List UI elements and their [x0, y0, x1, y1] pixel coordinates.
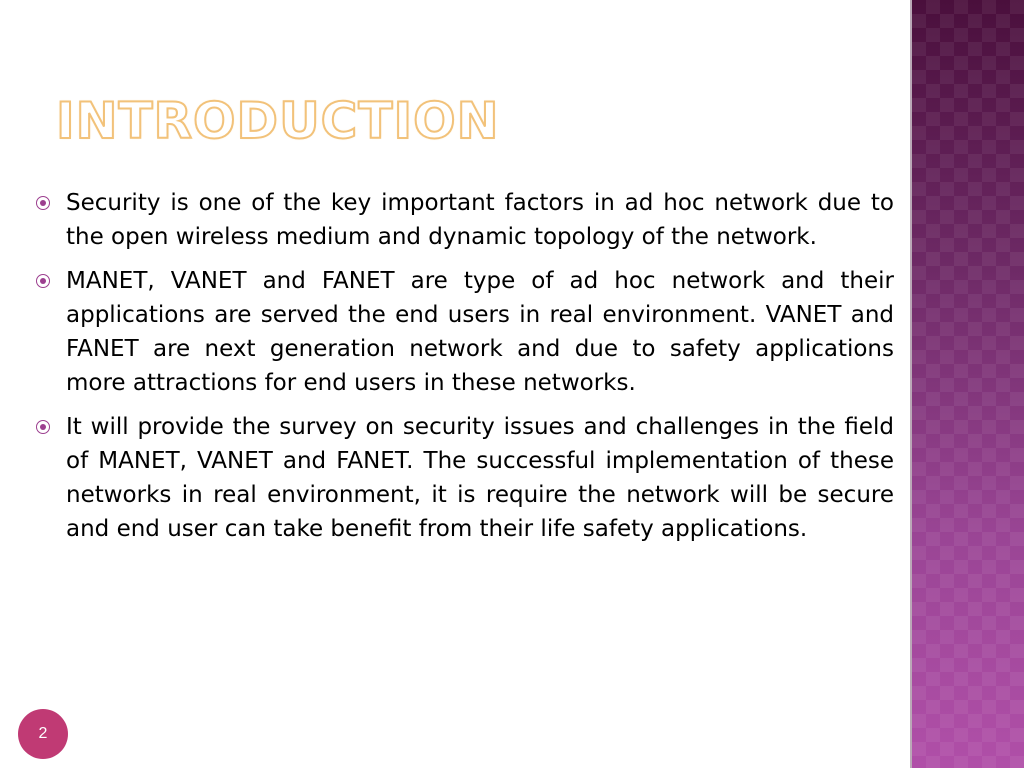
bullet-circle-icon	[36, 420, 50, 434]
bullet-item	[36, 186, 894, 254]
bullet-text: It will provide the survey on security issues and challenges in the field of MANET, VANET and FANET. The successful implementation of these networks in real environment, it is require the network will be secure and end user can take benefit from their life safety applications.	[66, 414, 894, 542]
bullet-item	[36, 410, 894, 546]
bullet-list	[36, 186, 894, 556]
bullet-circle-icon	[36, 274, 50, 288]
slide-title: INTRODUCTION	[56, 92, 500, 150]
bullet-item	[36, 264, 894, 400]
page-number-badge: 2	[18, 709, 68, 759]
bullet-text: Security is one of the key important factors in ad hoc network due to the open wireless medium and dynamic topology of the network.	[66, 190, 894, 250]
decorative-side-band	[912, 0, 1024, 768]
bullet-text: MANET, VANET and FANET are type of ad hoc network and their applications are served the end users in real environment. VANET and FANET are next generation network and due to safety applications more attractions for end users in these networks.	[66, 268, 894, 396]
bullet-circle-icon	[36, 196, 50, 210]
